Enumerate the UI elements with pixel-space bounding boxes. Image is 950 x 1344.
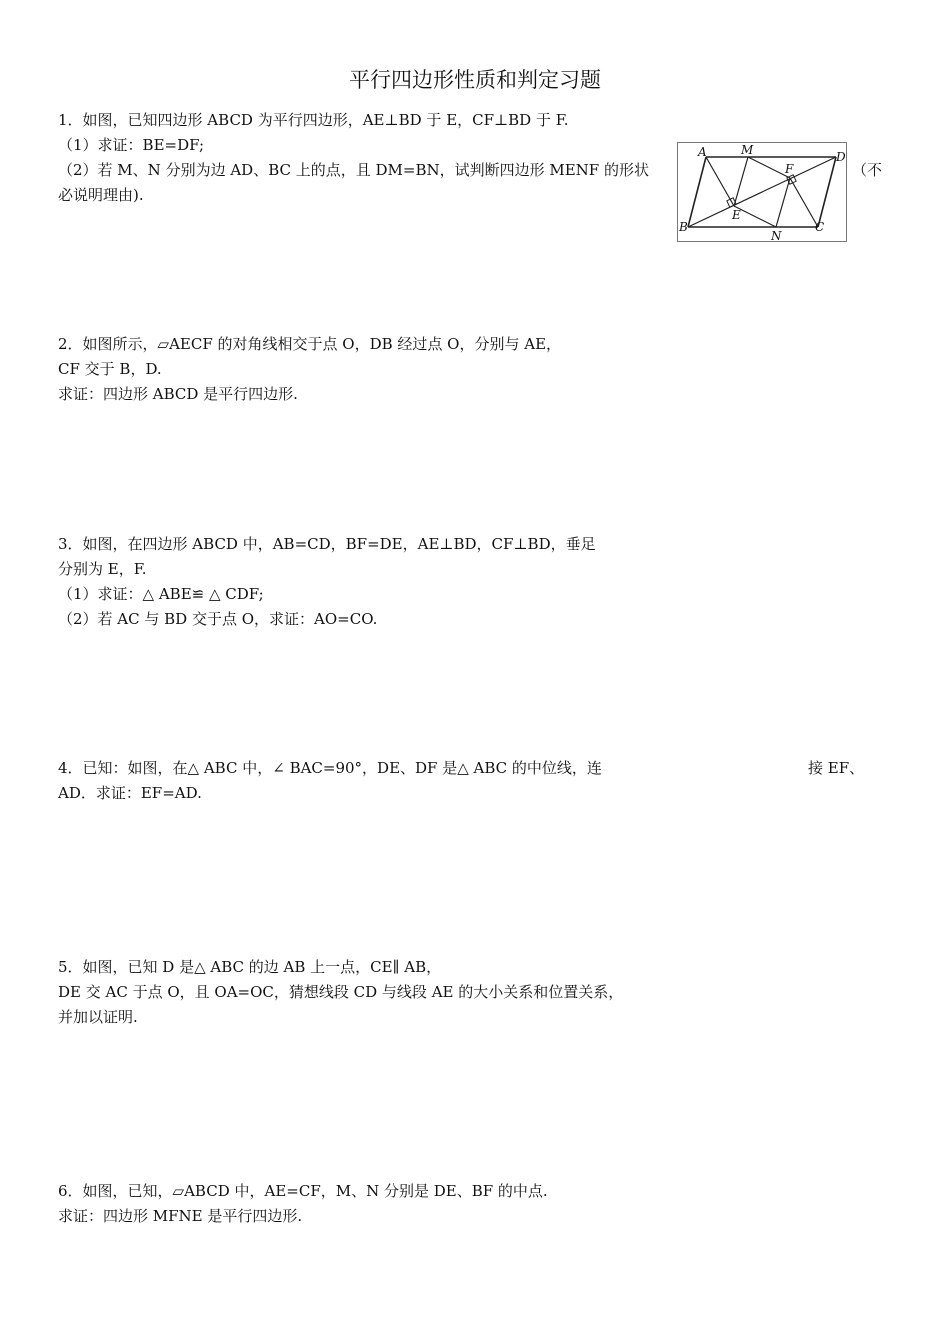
problem-3-line-3: （1）求证：△ ABE≌ △ CDF; [58, 585, 264, 603]
problem-4-line-1-tail: 接 EF、 [808, 759, 865, 777]
problem-1-line-1: 1．如图，已知四边形 ABCD 为平行四边形，AE⊥BD 于 E，CF⊥BD 于 F. [58, 111, 569, 129]
diagonal-bd [688, 157, 836, 227]
problem-5-line-2: DE 交 AC 于点 O，且 OA=OC，猜想线段 CD 与线段 AE 的大小关系和位置关系， [58, 983, 624, 1001]
problem-6-line-2: 求证：四边形 MFNE 是平行四边形. [58, 1207, 303, 1225]
problem-4-line-2: AD．求证：EF=AD. [58, 784, 202, 802]
problem-6-line-1: 6．如图，已知，▱ABCD 中，AE=CF，M、N 分别是 DE、BF 的中点. [58, 1182, 548, 1200]
label-c: C [815, 220, 825, 234]
problem-4-line-1: 4．已知：如图，在△ ABC 中，∠ BAC=90°，DE、DF 是△ ABC 的中位线，连 [58, 759, 602, 777]
problem-2-line-2: CF 交于 B，D. [58, 360, 162, 378]
parallelogram-diagram [678, 143, 846, 241]
parallelogram-figure [677, 142, 847, 242]
problem-3-line-4: （2）若 AC 与 BD 交于点 O，求证：AO=CO. [58, 610, 378, 628]
label-d: D [836, 150, 846, 164]
label-e: E [732, 208, 741, 222]
segment-fm [748, 157, 790, 178]
problem-1-line-3: （2）若 M、N 分别为边 AD、BC 上的点，且 DM=BN，试判断四边形 MENF 的形状 [58, 161, 649, 179]
problem-1-line-4: 必说明理由). [58, 186, 144, 204]
label-f: F [785, 162, 794, 176]
segment-me [734, 157, 748, 206]
label-n: N [771, 229, 782, 241]
page-title: 平行四边形性质和判定习题 [349, 68, 601, 92]
label-m: M [741, 143, 754, 157]
label-b: B [679, 220, 688, 234]
problem-1-line-2: （1）求证：BE=DF; [58, 136, 205, 154]
problem-3-line-1: 3．如图，在四边形 ABCD 中，AB=CD，BF=DE，AE⊥BD，CF⊥BD，垂足 [58, 535, 596, 553]
problem-2-line-3: 求证：四边形 ABCD 是平行四边形. [58, 385, 298, 403]
segment-nf [776, 178, 790, 227]
problem-1-line-3-tail: （不 [852, 161, 883, 179]
problem-2-line-1: 2．如图所示，▱AECF 的对角线相交于点 O，DB 经过点 O，分别与 AE， [58, 335, 562, 353]
side-ab [688, 157, 706, 227]
segment-cf [790, 178, 818, 227]
problem-5-line-3: 并加以证明. [58, 1008, 138, 1026]
problem-5-line-1: 5．如图，已知 D 是△ ABC 的边 AB 上一点，CE∥ AB， [58, 958, 442, 976]
segment-ae [706, 157, 734, 206]
label-a: A [698, 145, 707, 159]
problem-3-line-2: 分别为 E，F. [58, 560, 147, 578]
side-dc [818, 157, 836, 227]
